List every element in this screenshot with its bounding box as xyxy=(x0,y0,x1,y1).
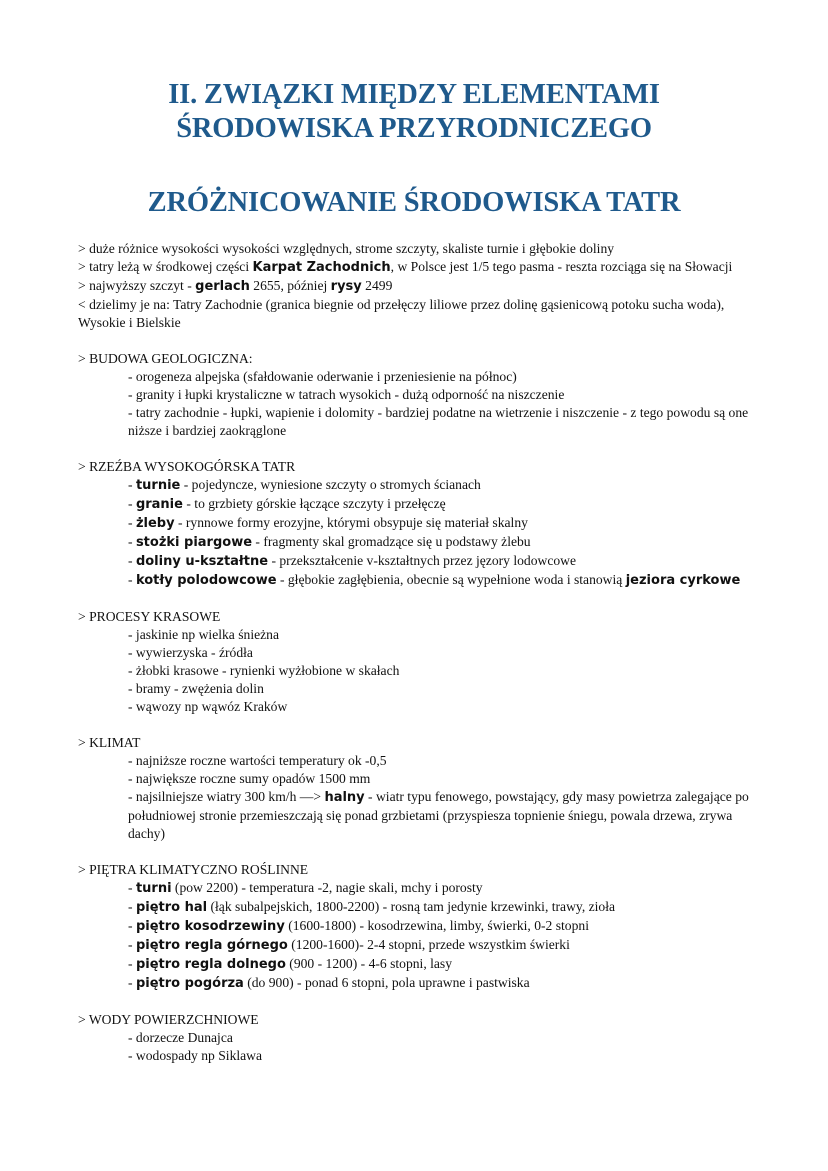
intro-text: 2655, później xyxy=(249,278,331,293)
list-item: - wąwozy np wąwóz Kraków xyxy=(128,699,288,714)
list-item: - piętro pogórza (do 900) - ponad 6 stopni, pola uprawne i pastwiska xyxy=(128,975,530,991)
list-item: - bramy - zwężenia dolin xyxy=(128,681,264,696)
section-heading: > BUDOWA GEOLOGICZNA: xyxy=(78,351,253,366)
item-list xyxy=(78,879,758,993)
list-item: - tatry zachodnie - łupki, wapienie i dolomity - bardziej podatne na wietrzenie i niszczenie - z tego powodu są one niższe i bardziej zaokrąglone xyxy=(128,405,749,438)
list-item: - piętro regla górnego (1200-1600)- 2-4 stopni, przede wszystkim świerki xyxy=(128,937,570,953)
item-text: - fragmenty skal gromadzące się u podstawy żlebu xyxy=(252,534,531,549)
item-text: - rynnowe formy erozyjne, którymi obsypuje się materiał skalny xyxy=(174,515,528,530)
intro-line-4: < dzielimy je na: Tatry Zachodnie (granica biegnie od przełęczy liliowe przez dolinę gąsienicową potoku sucha woda), Wysokie i Bielskie xyxy=(78,297,725,330)
list-item: - stożki piargowe - fragmenty skal gromadzące się u podstawy żlebu xyxy=(128,534,531,550)
item-list xyxy=(78,626,758,716)
page-title-line-1: II. ZWIĄZKI MIĘDZY ELEMENTAMI xyxy=(168,79,660,110)
list-item: - orogeneza alpejska (sfałdowanie oderwanie i przeniesienie na północ) xyxy=(128,369,517,384)
list-item: - żleby - rynnowe formy erozyjne, którymi obsypuje się materiał skalny xyxy=(128,515,528,531)
document-body xyxy=(78,240,758,1065)
item-text: (1200-1600)- 2-4 stopni, przede wszystkim świerki xyxy=(287,937,570,952)
list-item: - piętro hal (łąk subalpejskich, 1800-2200) - rosną tam jedynie krzewinki, trawy, zioła xyxy=(128,899,616,915)
list-item: - największe roczne sumy opadów 1500 mm xyxy=(128,771,371,786)
item-text: - przekształcenie v-kształtnych przez jęzory lodowcowe xyxy=(268,553,577,568)
section-heading: > KLIMAT xyxy=(78,735,141,750)
list-item: - najniższe roczne wartości temperatury ok -0,5 xyxy=(128,753,387,768)
section-heading: > WODY POWIERZCHNIOWE xyxy=(78,1012,259,1027)
list-item: - doliny u-kształtne - przekształcenie v-kształtnych przez jęzory lodowcowe xyxy=(128,553,577,569)
intro-line-1: > duże różnice wysokości wysokości względnych, strome szczyty, skaliste turnie i głębokie doliny xyxy=(78,241,615,256)
section-heading: > PIĘTRA KLIMATYCZNO ROŚLINNE xyxy=(78,862,309,877)
bold-term: Karpat Zachodnich xyxy=(252,260,391,275)
item-list xyxy=(78,476,758,590)
bold-term: żleby xyxy=(135,516,175,531)
list-item: - granity i łupki krystaliczne w tatrach wysokich - dużą odporność na niszczenie xyxy=(128,387,565,402)
intro-text: 2499 xyxy=(361,278,393,293)
intro-line-2 xyxy=(78,258,758,277)
item-list xyxy=(78,752,758,843)
bold-term: piętro hal xyxy=(135,900,208,915)
bold-term: rysy xyxy=(330,279,362,294)
bold-term: stożki piargowe xyxy=(135,535,253,550)
section-relief xyxy=(78,458,758,590)
item-list xyxy=(78,1029,758,1065)
list-item: - piętro kosodrzewiny (1600-1800) - kosodrzewina, limby, świerki, 0-2 stopni xyxy=(128,918,589,934)
item-text: - to grzbiety górskie łączące szczyty i przełęczę xyxy=(182,496,446,511)
intro-block xyxy=(78,240,758,332)
intro-text: > najwyższy szczyt - xyxy=(78,278,196,293)
section-climate xyxy=(78,734,758,843)
item-text: (do 900) - ponad 6 stopni, pola uprawne i pastwiska xyxy=(243,975,530,990)
page-title xyxy=(0,78,828,146)
section-heading: > PROCESY KRASOWE xyxy=(78,609,221,624)
list-item xyxy=(128,788,758,843)
bold-term: jeziora cyrkowe xyxy=(625,573,741,588)
list-item: - wywierzyska - źródła xyxy=(128,645,253,660)
section-geology xyxy=(78,350,758,440)
page-title-line-2: ŚRODOWISKA PRZYRODNICZEGO xyxy=(176,113,652,144)
item-text: - najsilniejsze wiatry 300 km/h —> xyxy=(128,789,325,804)
section-heading: > RZEŹBA WYSOKOGÓRSKA TATR xyxy=(78,459,296,474)
bold-term: piętro kosodrzewiny xyxy=(135,919,285,934)
intro-line-3 xyxy=(78,277,758,296)
item-text: - wiatr typu fenowego, powstający, gdy masy powietrza zalegające po południowej stronie przemieszczają się ponad grzbietami (przyspiesza topnienie śniegu, powala drzewa, zrywa dachy) xyxy=(128,789,749,841)
list-item: - żłobki krasowe - rynienki wyżłobione w skałach xyxy=(128,663,400,678)
item-text: - pojedyncze, wyniesione szczyty o stromych ścianach xyxy=(180,477,481,492)
item-list xyxy=(78,368,758,440)
bold-term: kotły polodowcowe xyxy=(135,573,277,588)
bold-term: doliny u-kształtne xyxy=(135,554,269,569)
list-item: - turni (pow 2200) - temperatura -2, nagie skali, mchy i porosty xyxy=(128,880,483,896)
section-title: ZRÓŻNICOWANIE ŚRODOWISKA TATR xyxy=(147,187,681,218)
item-text: (łąk subalpejskich, 1800-2200) - rosną tam jedynie krzewinki, trawy, zioła xyxy=(207,899,616,914)
item-text: - głębokie zagłębienia, obecnie są wypełnione woda i stanowią xyxy=(276,572,626,587)
bold-term: piętro regla dolnego xyxy=(135,957,286,972)
section-surface-waters xyxy=(78,1011,758,1065)
list-item: - jaskinie np wielka śnieżna xyxy=(128,627,279,642)
item-text: (pow 2200) - temperatura -2, nagie skali, mchy i porosty xyxy=(171,880,483,895)
bold-term: gerlach xyxy=(195,279,250,294)
bold-term: turni xyxy=(135,881,172,896)
list-item: - dorzecze Dunajca xyxy=(128,1030,233,1045)
list-item: - turnie - pojedyncze, wyniesione szczyty o stromych ścianach xyxy=(128,477,481,493)
list-item: - piętro regla dolnego (900 - 1200) - 4-6 stopni, lasy xyxy=(128,956,453,972)
list-item: - wodospady np Siklawa xyxy=(128,1048,263,1063)
bold-term: piętro regla górnego xyxy=(135,938,288,953)
item-text: (900 - 1200) - 4-6 stopni, lasy xyxy=(285,956,453,971)
intro-text: > tatry leżą w środkowej części xyxy=(78,259,253,274)
intro-text: , w Polsce jest 1/5 tego pasma - reszta rozciąga się na Słowacji xyxy=(390,259,733,274)
section-vegetation-zones xyxy=(78,861,758,993)
bold-term: turnie xyxy=(135,478,181,493)
bold-term: piętro pogórza xyxy=(135,976,244,991)
bold-term: granie xyxy=(135,497,183,512)
bold-term: halny xyxy=(324,790,365,805)
item-text: (1600-1800) - kosodrzewina, limby, świerki, 0-2 stopni xyxy=(284,918,589,933)
list-item: - granie - to grzbiety górskie łączące szczyty i przełęczę xyxy=(128,496,446,512)
section-karst xyxy=(78,608,758,716)
list-item: - kotły polodowcowe - głębokie zagłębienia, obecnie są wypełnione woda i stanowią jeziora cyrkowe xyxy=(128,572,741,588)
